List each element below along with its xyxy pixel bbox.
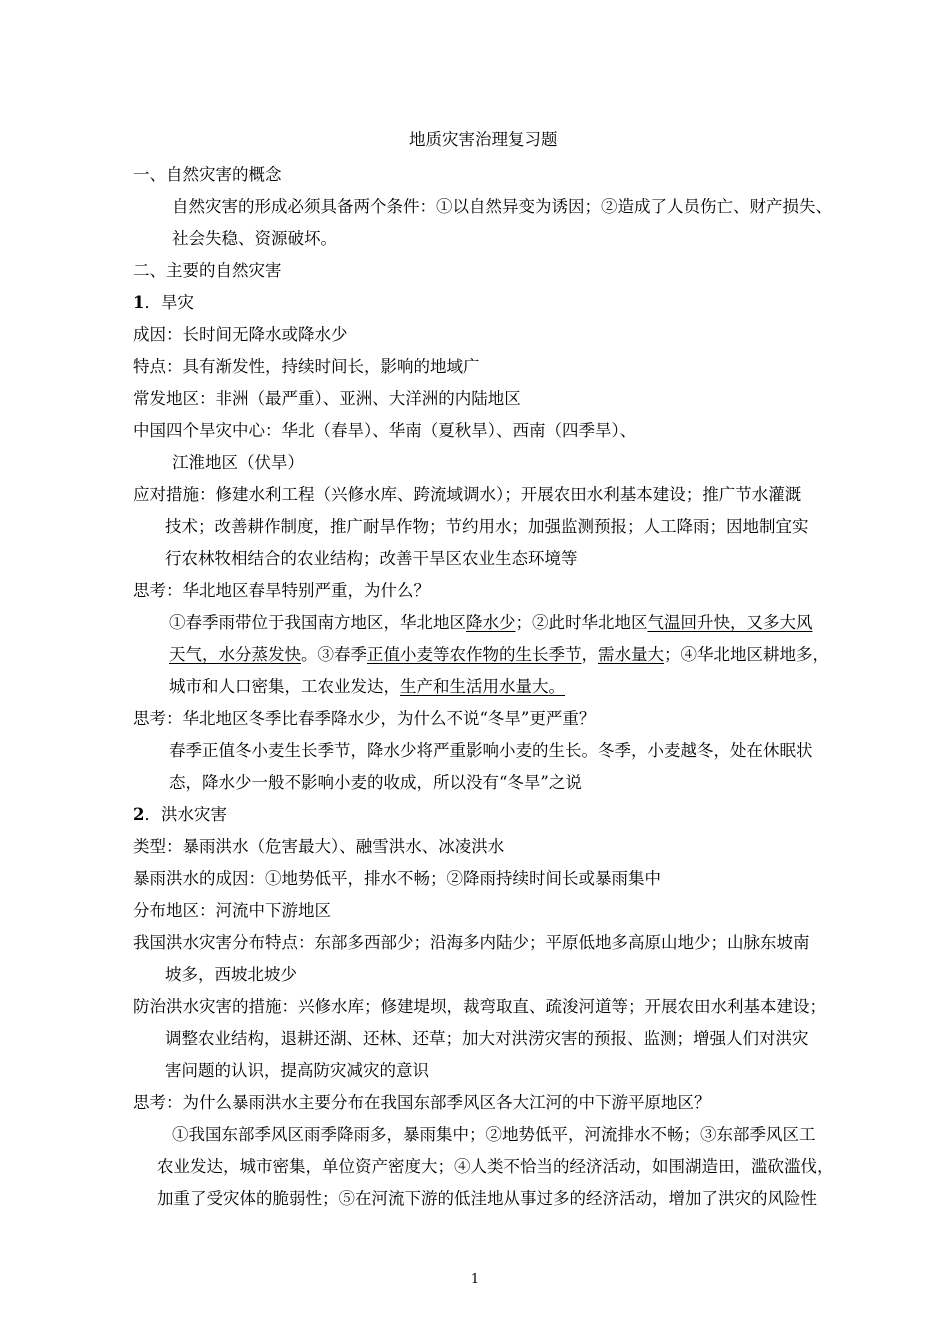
paragraph-line: 自然灾害的形成必须具备两个条件：①以自然异变为诱因；②造成了人员伤亡、财产损失、 bbox=[172, 197, 832, 216]
section-heading: 二、主要的自然灾害 bbox=[133, 261, 282, 280]
text-segment: ；④华北地区耕地多， bbox=[664, 645, 829, 664]
answer-line: 春季正值冬小麦生长季节，降水少将严重影响小麦的生长。冬季，小麦越冬，处在休眠状 bbox=[169, 741, 813, 760]
underlined-text: 正值小麦等农作物的生长季节 bbox=[367, 645, 582, 664]
paragraph-line: 坡多，西坡北坡少 bbox=[165, 965, 297, 984]
question-line: 思考：华北地区冬季比春季降水少，为什么不说“冬旱”更严重？ bbox=[133, 709, 596, 728]
question-line: 思考：华北地区春旱特别严重，为什么？ bbox=[133, 581, 430, 600]
paragraph-line: 社会失稳、资源破坏。 bbox=[172, 229, 337, 248]
answer-line bbox=[169, 645, 829, 665]
underlined-text: 降水少 bbox=[466, 613, 516, 632]
paragraph-line: 江淮地区（伏旱） bbox=[172, 453, 304, 472]
text-segment: 。③春季 bbox=[301, 645, 367, 664]
answer-line: ①我国东部季风区雨季降雨多，暴雨集中；②地势低平，河流排水不畅；③东部季风区工 bbox=[172, 1125, 816, 1144]
page-title: 地质灾害治理复习题 bbox=[409, 130, 558, 149]
subsection-title: ．旱灾 bbox=[144, 293, 194, 312]
paragraph-line: 防治洪水灾害的措施：兴修水库；修建堤坝，裁弯取直、疏浚河道等；开展农田水利基本建设； bbox=[133, 997, 826, 1016]
answer-line bbox=[169, 677, 565, 697]
paragraph-line: 分布地区：河流中下游地区 bbox=[133, 901, 331, 920]
underlined-text: 天气，水分蒸发快 bbox=[169, 645, 301, 664]
underlined-text: 生产和生活用水量大。 bbox=[400, 677, 565, 696]
text-segment: ；②此时华北地区 bbox=[515, 613, 648, 632]
paragraph-line: 害问题的认识，提高防灾减灾的意识 bbox=[165, 1061, 429, 1080]
subsection-number: 2 bbox=[133, 805, 145, 824]
paragraph-line: 调整农业结构，退耕还湖、还林、还草；加大对洪涝灾害的预报、监测；增强人们对洪灾 bbox=[165, 1029, 809, 1048]
subsection-heading bbox=[133, 805, 227, 825]
answer-line bbox=[169, 613, 813, 633]
paragraph-line: 特点：具有渐发性，持续时间长，影响的地域广 bbox=[133, 357, 480, 376]
paragraph-line: 暴雨洪水的成因：①地势低平，排水不畅；②降雨持续时间长或暴雨集中 bbox=[133, 869, 661, 888]
text-segment: ， bbox=[581, 645, 598, 664]
subsection-heading bbox=[133, 293, 194, 313]
paragraph-line: 我国洪水灾害分布特点：东部多西部少；沿海多内陆少；平原低地多高原山地少；山脉东坡南 bbox=[133, 933, 810, 952]
underlined-text: 气温回升快，又多大风 bbox=[647, 613, 813, 632]
paragraph-line: 类型：暴雨洪水（危害最大）、融雪洪水、冰凌洪水 bbox=[133, 837, 505, 856]
paragraph-line: 常发地区：非洲（最严重）、亚洲、大洋洲的内陆地区 bbox=[133, 389, 521, 408]
question-line: 思考：为什么暴雨洪水主要分布在我国东部季风区各大江河的中下游平原地区？ bbox=[133, 1093, 711, 1112]
paragraph-line: 中国四个旱灾中心：华北（春旱）、华南（夏秋旱）、西南（四季旱）、 bbox=[133, 421, 637, 440]
answer-line: 加重了受灾体的脆弱性；⑤在河流下游的低洼地从事过多的经济活动，增加了洪灾的风险性 bbox=[157, 1189, 817, 1208]
underlined-text: 需水量大 bbox=[598, 645, 664, 664]
section-heading: 一、自然灾害的概念 bbox=[133, 165, 282, 184]
page-number: 1 bbox=[470, 1272, 480, 1287]
paragraph-line: 技术；改善耕作制度，推广耐旱作物；节约用水；加强监测预报；人工降雨；因地制宜实 bbox=[165, 517, 809, 536]
answer-line: 农业发达，城市密集，单位资产密度大；④人类不恰当的经济活动，如围湖造田，滥砍滥伐， bbox=[157, 1157, 834, 1176]
subsection-number: 1 bbox=[133, 293, 145, 312]
subsection-title: ．洪水灾害 bbox=[144, 805, 227, 824]
text-segment: 城市和人口密集，工农业发达， bbox=[169, 677, 400, 696]
paragraph-line: 应对措施：修建水利工程（兴修水库、跨流域调水）；开展农田水利基本建设；推广节水灌溉 bbox=[133, 485, 802, 504]
paragraph-line: 行农林牧相结合的农业结构；改善干旱区农业生态环境等 bbox=[165, 549, 578, 568]
paragraph-line: 成因：长时间无降水或降水少 bbox=[133, 325, 348, 344]
answer-line: 态，降水少一般不影响小麦的收成，所以没有“冬旱”之说 bbox=[169, 773, 582, 792]
text-segment: ①春季雨带位于我国南方地区，华北地区 bbox=[169, 613, 466, 632]
